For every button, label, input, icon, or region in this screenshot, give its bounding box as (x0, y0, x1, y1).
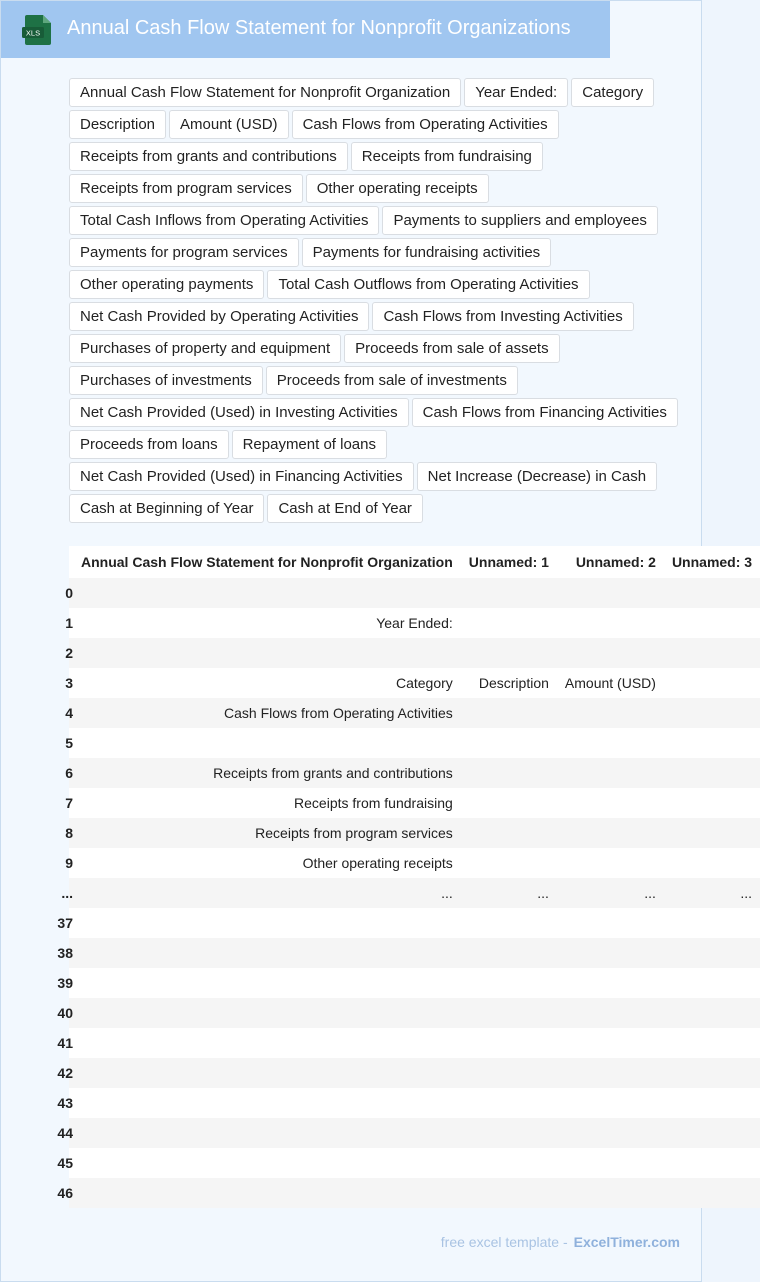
column-tag[interactable]: Purchases of investments (69, 366, 263, 395)
table-cell: Description (461, 668, 557, 698)
table-cell (73, 728, 461, 758)
table-cell (73, 1178, 461, 1208)
data-preview-table[interactable] (57, 546, 753, 1208)
table-cell (557, 908, 664, 938)
row-index-label: 7 (65, 795, 73, 811)
row-index-label: 1 (65, 615, 73, 631)
table-cell (461, 1028, 557, 1058)
table-row (69, 608, 760, 638)
row-index-label: 37 (57, 915, 73, 931)
column-tag[interactable]: Purchases of property and equipment (69, 334, 341, 363)
table-cell (664, 968, 760, 998)
column-tag[interactable]: Proceeds from loans (69, 430, 229, 459)
svg-text:XLS: XLS (25, 28, 41, 38)
table-cell (557, 638, 664, 668)
column-tag[interactable]: Net Cash Provided by Operating Activities (69, 302, 369, 331)
column-tag[interactable]: Cash Flows from Financing Activities (412, 398, 678, 427)
row-index-label: ... (61, 885, 73, 901)
table-row (69, 1058, 760, 1088)
row-index-label: 38 (57, 945, 73, 961)
table-row (69, 878, 760, 908)
row-index-label: 6 (65, 765, 73, 781)
table-row (69, 698, 760, 728)
table-cell (73, 1028, 461, 1058)
table-cell (664, 668, 760, 698)
table-cell (664, 1118, 760, 1148)
column-tag[interactable]: Payments for program services (69, 238, 299, 267)
row-index-label: 5 (65, 735, 73, 751)
table-cell (664, 578, 760, 608)
table-cell (557, 818, 664, 848)
table-cell (664, 908, 760, 938)
row-index-label: 44 (57, 1125, 73, 1141)
column-tag[interactable]: Amount (USD) (169, 110, 289, 139)
table-row (69, 728, 760, 758)
column-tag[interactable]: Receipts from grants and contributions (69, 142, 348, 171)
table-cell (461, 1088, 557, 1118)
column-header: Unnamed: 3 (664, 546, 760, 578)
row-index-label: 46 (57, 1185, 73, 1201)
table-cell (557, 578, 664, 608)
table-cell (664, 938, 760, 968)
row-index-label: 39 (57, 975, 73, 991)
table-cell (461, 758, 557, 788)
table-cell (664, 1088, 760, 1118)
xls-file-icon (22, 14, 52, 46)
table-cell: Receipts from fundraising (73, 788, 461, 818)
table-cell (557, 1028, 664, 1058)
table-cell (73, 1118, 461, 1148)
footer-brand-link[interactable]: ExcelTimer.com (573, 1234, 680, 1250)
table-row (69, 848, 760, 878)
table-cell (664, 998, 760, 1028)
table-cell (557, 788, 664, 818)
table-cell (461, 818, 557, 848)
table-row (69, 818, 760, 848)
row-index-label: 45 (57, 1155, 73, 1171)
column-tag[interactable]: Payments to suppliers and employees (382, 206, 657, 235)
column-tag[interactable]: Description (69, 110, 166, 139)
table-row (69, 788, 760, 818)
table-row (69, 1028, 760, 1058)
table-cell (557, 698, 664, 728)
table-cell: Year Ended: (73, 608, 461, 638)
table-cell (73, 578, 461, 608)
table-cell (557, 608, 664, 638)
table-cell (73, 638, 461, 668)
column-tag[interactable]: Annual Cash Flow Statement for Nonprofit Organization (69, 78, 461, 107)
table-cell: Receipts from program services (73, 818, 461, 848)
column-tag[interactable]: Other operating receipts (306, 174, 489, 203)
table-cell (461, 638, 557, 668)
table-cell (461, 998, 557, 1028)
page-title: Annual Cash Flow Statement for Nonprofit Organizations (67, 17, 571, 39)
column-tag[interactable]: Proceeds from sale of assets (344, 334, 559, 363)
table-cell (461, 1178, 557, 1208)
table-cell (664, 728, 760, 758)
column-tag[interactable]: Total Cash Outflows from Operating Activities (267, 270, 589, 299)
table-row (69, 578, 760, 608)
table-cell (461, 578, 557, 608)
table-cell (664, 608, 760, 638)
table-cell (557, 758, 664, 788)
table-cell (664, 788, 760, 818)
column-tag[interactable]: Net Cash Provided (Used) in Financing Activities (69, 462, 414, 491)
table-cell: Cash Flows from Operating Activities (73, 698, 461, 728)
row-index-label: 2 (65, 645, 73, 661)
table-cell (557, 1058, 664, 1088)
column-header: Annual Cash Flow Statement for Nonprofit Organization (73, 546, 461, 578)
table-row (69, 758, 760, 788)
table-cell (557, 728, 664, 758)
row-index-label: 0 (65, 585, 73, 601)
column-tag[interactable]: Other operating payments (69, 270, 264, 299)
table-row (69, 1178, 760, 1208)
column-tag[interactable]: Cash at Beginning of Year (69, 494, 264, 523)
column-header: Unnamed: 2 (557, 546, 664, 578)
table-cell: Other operating receipts (73, 848, 461, 878)
table-cell (461, 938, 557, 968)
column-tag-list (69, 78, 684, 523)
table-cell (461, 788, 557, 818)
column-header: Unnamed: 1 (461, 546, 557, 578)
column-tag[interactable]: Net Increase (Decrease) in Cash (417, 462, 657, 491)
table-cell (73, 1058, 461, 1088)
table-cell (664, 638, 760, 668)
table-cell (461, 728, 557, 758)
column-tag[interactable]: Receipts from fundraising (351, 142, 543, 171)
table-cell (461, 848, 557, 878)
row-index-label: 43 (57, 1095, 73, 1111)
row-index-label: 8 (65, 825, 73, 841)
table-cell (557, 938, 664, 968)
table-cell (664, 758, 760, 788)
column-tag[interactable]: Net Cash Provided (Used) in Investing Activities (69, 398, 409, 427)
table-row (69, 1118, 760, 1148)
table-row (69, 998, 760, 1028)
table-cell (461, 908, 557, 938)
table-row (69, 668, 760, 698)
column-tag[interactable]: Proceeds from sale of investments (266, 366, 518, 395)
table-cell (461, 608, 557, 638)
table-cell: Amount (USD) (557, 668, 664, 698)
table-cell (664, 1058, 760, 1088)
table-cell: ... (73, 878, 461, 908)
table-cell (73, 968, 461, 998)
table-cell: ... (664, 878, 760, 908)
table-cell (73, 1148, 461, 1178)
table-cell (557, 1148, 664, 1178)
column-tag[interactable]: Cash at End of Year (267, 494, 422, 523)
column-tag[interactable]: Repayment of loans (232, 430, 387, 459)
table-cell (73, 908, 461, 938)
table-cell (461, 968, 557, 998)
column-tag[interactable]: Cash Flows from Investing Activities (372, 302, 633, 331)
table-row (69, 908, 760, 938)
row-index-label: 3 (65, 675, 73, 691)
table-cell (557, 1088, 664, 1118)
table-cell (664, 1178, 760, 1208)
table-row (69, 1088, 760, 1118)
table-row (69, 638, 760, 668)
table-row (69, 1148, 760, 1178)
table-cell (557, 1118, 664, 1148)
table-cell (664, 818, 760, 848)
row-index-label: 42 (57, 1065, 73, 1081)
table-cell (461, 1058, 557, 1088)
table-cell (664, 848, 760, 878)
table-cell (664, 698, 760, 728)
column-tag[interactable]: Category (571, 78, 654, 107)
table-cell (664, 1028, 760, 1058)
row-index-label: 4 (65, 705, 73, 721)
table-cell: Category (73, 668, 461, 698)
table-cell (461, 698, 557, 728)
table-cell (557, 1178, 664, 1208)
column-tag[interactable]: Receipts from program services (69, 174, 303, 203)
table-cell (557, 848, 664, 878)
column-tag[interactable]: Cash Flows from Operating Activities (292, 110, 559, 139)
table-cell: ... (461, 878, 557, 908)
row-index-label: 41 (57, 1035, 73, 1051)
page-header (1, 1, 610, 58)
column-tag[interactable]: Year Ended: (464, 78, 568, 107)
table-cell (557, 968, 664, 998)
table-row (69, 938, 760, 968)
table-cell (73, 998, 461, 1028)
row-index-label: 9 (65, 855, 73, 871)
column-tag[interactable]: Payments for fundraising activities (302, 238, 552, 267)
column-tag[interactable]: Total Cash Inflows from Operating Activities (69, 206, 379, 235)
table-cell: Receipts from grants and contributions (73, 758, 461, 788)
table-row (69, 968, 760, 998)
row-index-label: 40 (57, 1005, 73, 1021)
table-cell (461, 1148, 557, 1178)
table-cell (73, 1088, 461, 1118)
table-cell: ... (557, 878, 664, 908)
table-cell (664, 1148, 760, 1178)
table-cell (73, 938, 461, 968)
footer-text: free excel template - (440, 1234, 568, 1250)
footer-credit (441, 1234, 680, 1250)
table-cell (557, 998, 664, 1028)
table-cell (461, 1118, 557, 1148)
